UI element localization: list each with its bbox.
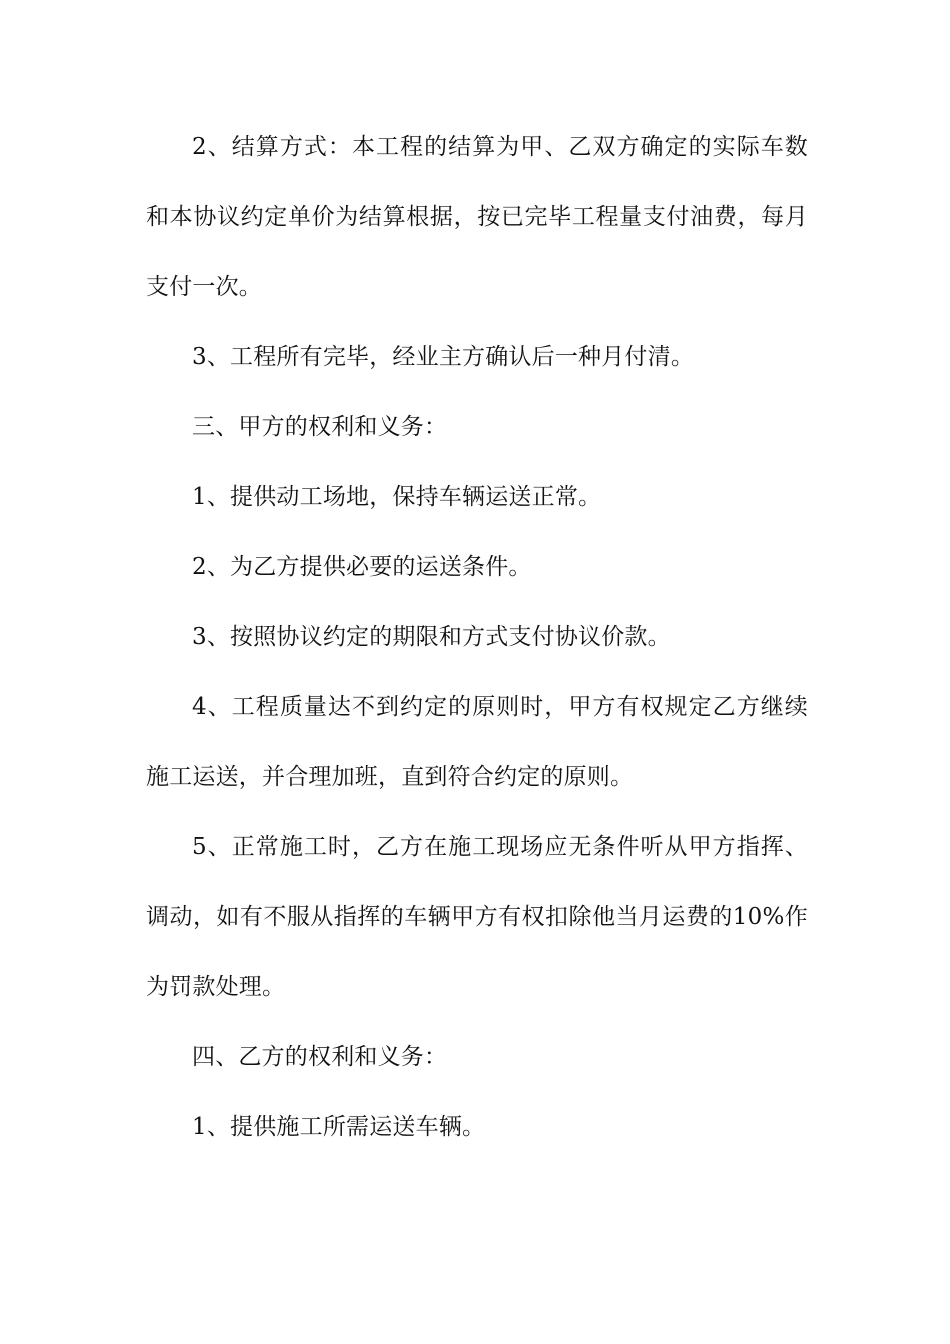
section-heading-party-a: 三、甲方的权利和义务： — [192, 414, 448, 440]
section-heading-party-b: 四、乙方的权利和义务： — [192, 1044, 448, 1070]
paragraph-party-a-item-5: 5、正常施工时，乙方在施工现场应无条件听从甲方指挥、调动，如有不服从指挥的车辆甲方有权扣除他当月运费的10%作为罚款处理。 — [146, 834, 808, 1000]
paragraph-settlement-method: 2、结算方式：本工程的结算为甲、乙双方确定的实际车数和本协议约定单价为结算根据，按已完毕工程量支付油费，每月支付一次。 — [146, 134, 808, 300]
paragraph-party-a-item-4: 4、工程质量达不到约定的原则时，甲方有权规定乙方继续施工运送，并合理加班，直到符合约定的原则。 — [146, 694, 808, 790]
paragraph-party-b-item-1: 1、提供施工所需运送车辆。 — [192, 1114, 486, 1140]
paragraph-party-a-item-3: 3、按照协议约定的期限和方式支付协议价款。 — [192, 624, 671, 650]
paragraph-party-a-item-2: 2、为乙方提供必要的运送条件。 — [192, 554, 532, 580]
paragraph-final-payment: 3、工程所有完毕，经业主方确认后一种月付清。 — [192, 344, 695, 370]
paragraph-party-a-item-1: 1、提供动工场地，保持车辆运送正常。 — [192, 484, 602, 510]
document-body — [146, 112, 808, 1162]
